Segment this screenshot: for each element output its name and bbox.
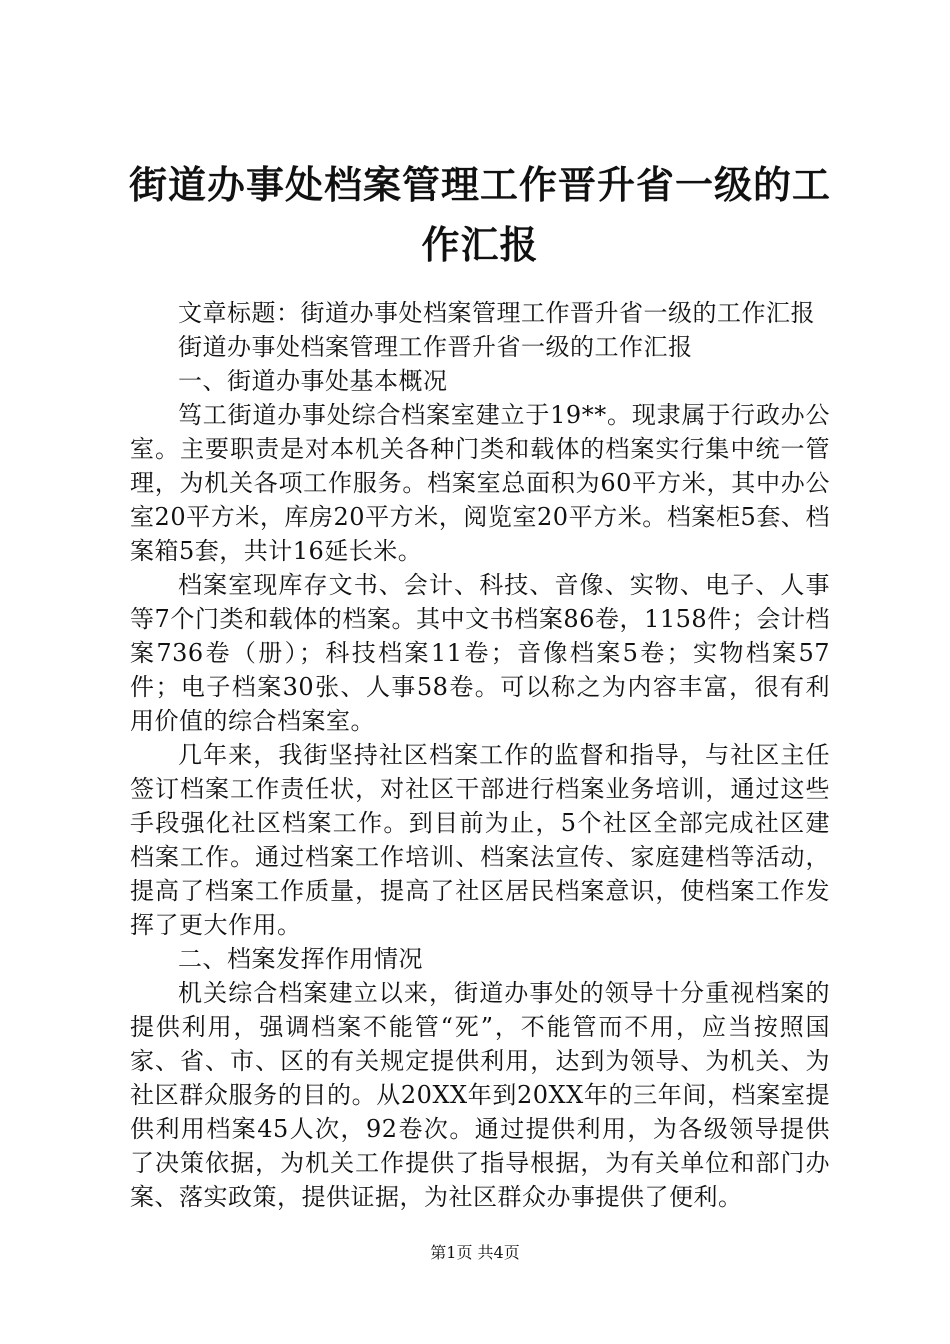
paragraph-community: 几年来，我街坚持社区档案工作的监督和指导，与社区主任签订档案工作责任状，对社区干部进行档案业务培训，通过这些手段强化社区档案工作。到目前为止，5个社区全部完成社区建档案工作。通过档案工作培训、档案法宣传、家庭建档等活动，提高了档案工作质量，提高了社区居民档案意识，使档案工作发挥了更大作用。 (130, 741, 830, 939)
section-heading-1: 一、街道办事处基本概况 (178, 367, 448, 395)
paragraph-holdings: 档案室现库存文书、会计、科技、音像、实物、电子、人事等7个门类和载体的档案。其中文书档案86卷，1158件；会计档案736卷（册）；科技档案11卷；音像档案5卷；实物档案57件；电子档案30张、人事58卷。可以称之为内容丰富，很有利用价值的综合档案室。 (130, 571, 830, 735)
article-title-line: 文章标题：街道办事处档案管理工作晋升省一级的工作汇报 (178, 299, 815, 327)
report-heading: 街道办事处档案管理工作晋升省一级的工作汇报 (178, 333, 693, 361)
document-title: 街道办事处档案管理工作晋升省一级的工作汇报 (128, 163, 831, 267)
paragraph-utilization: 机关综合档案建立以来，街道办事处的领导十分重视档案的提供利用，强调档案不能管“死”，不能管而不用，应当按照国家、省、市、区的有关规定提供利用，达到为领导、为机关、为社区群众服务的目的。从20XX年到20XX年的三年间，档案室提供利用档案45人次，92卷次。通过提供利用，为各级领导提供了决策依据，为机关工作提供了指导根据，为有关单位和部门办案、落实政策，提供证据，为社区群众办事提供了便利。 (130, 979, 830, 1211)
paragraph-overview: 笃工街道办事处综合档案室建立于19**。现隶属于行政办公室。主要职责是对本机关各种门类和载体的档案实行集中统一管理，为机关各项工作服务。档案室总面积为60平方米，其中办公室20平方米，库房20平方米，阅览室20平方米。档案柜5套、档案箱5套，共计16延长米。 (130, 401, 830, 565)
document-body (130, 296, 830, 1214)
section-heading-2: 二、档案发挥作用情况 (178, 945, 423, 973)
page-footer: 第1页 共4页 (430, 1243, 520, 1262)
